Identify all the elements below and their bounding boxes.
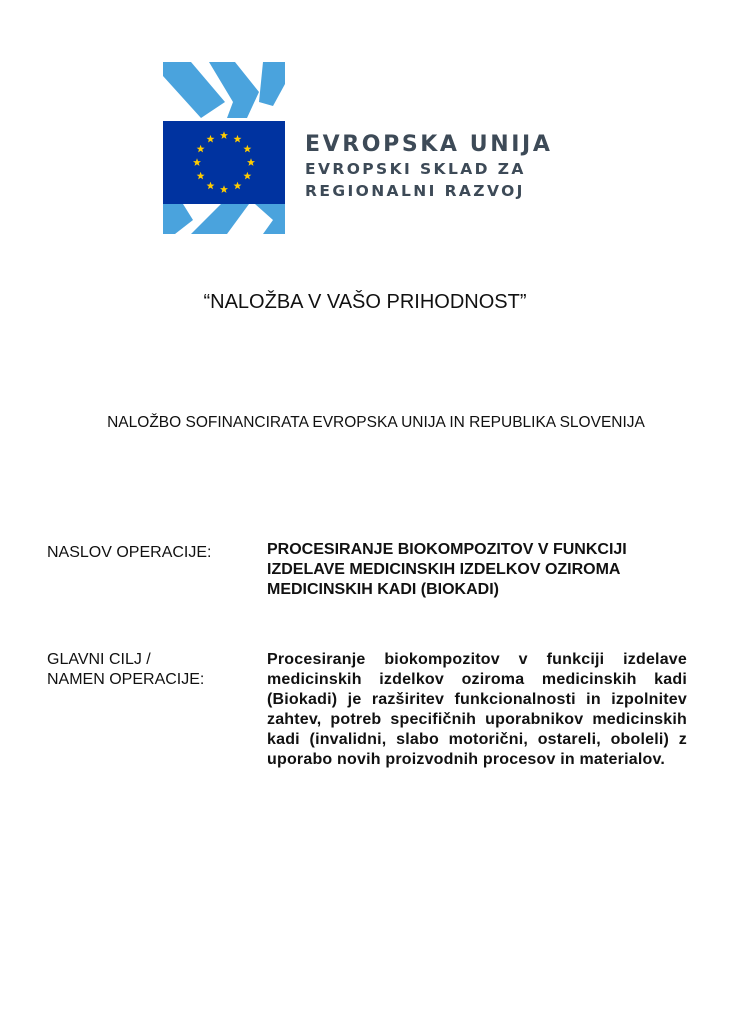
logo-subtitle-line1: EVROPSKI SKLAD ZA: [305, 160, 526, 178]
eu-logo: [163, 62, 568, 234]
logo-text: [305, 132, 552, 202]
eu-flag-icon: [163, 62, 288, 234]
operation-title-label: NASLOV OPERACIJE:: [47, 544, 212, 561]
cofinancing-statement: NALOŽBO SOFINANCIRATA EVROPSKA UNIJA IN REPUBLIKA SLOVENIJA: [107, 414, 645, 431]
logo-subtitle-line2: REGIONALNI RAZVOJ: [305, 182, 525, 200]
operation-goal-label-line2: NAMEN OPERACIJE:: [47, 671, 205, 688]
operation-goal-value: Procesiranje biokompozitov v funkciji izdelave medicinskih izdelkov oziroma medicinskih kadi (Biokadi) je razširitev funkcionalnosti in izpolnitev zahtev, potreb specifičnih uporabnikov medicinskih kadi (invalidni, slabo motorični, ostareli, oboleli) z uporabo novih proizvodnih procesov in materialov.: [267, 651, 687, 768]
operation-goal-label-line1: GLAVNI CILJ /: [47, 651, 151, 668]
slogan: “NALOŽBA V VAŠO PRIHODNOST”: [203, 291, 527, 313]
operation-title-value: PROCESIRANJE BIOKOMPOZITOV V FUNKCIJI IZDELAVE MEDICINSKIH IZDELKOV OZIROMA MEDICINSKIH KADI (BIOKADI): [267, 541, 627, 598]
logo-title: EVROPSKA UNIJA: [305, 132, 553, 157]
operation-goal-label: [47, 650, 247, 690]
